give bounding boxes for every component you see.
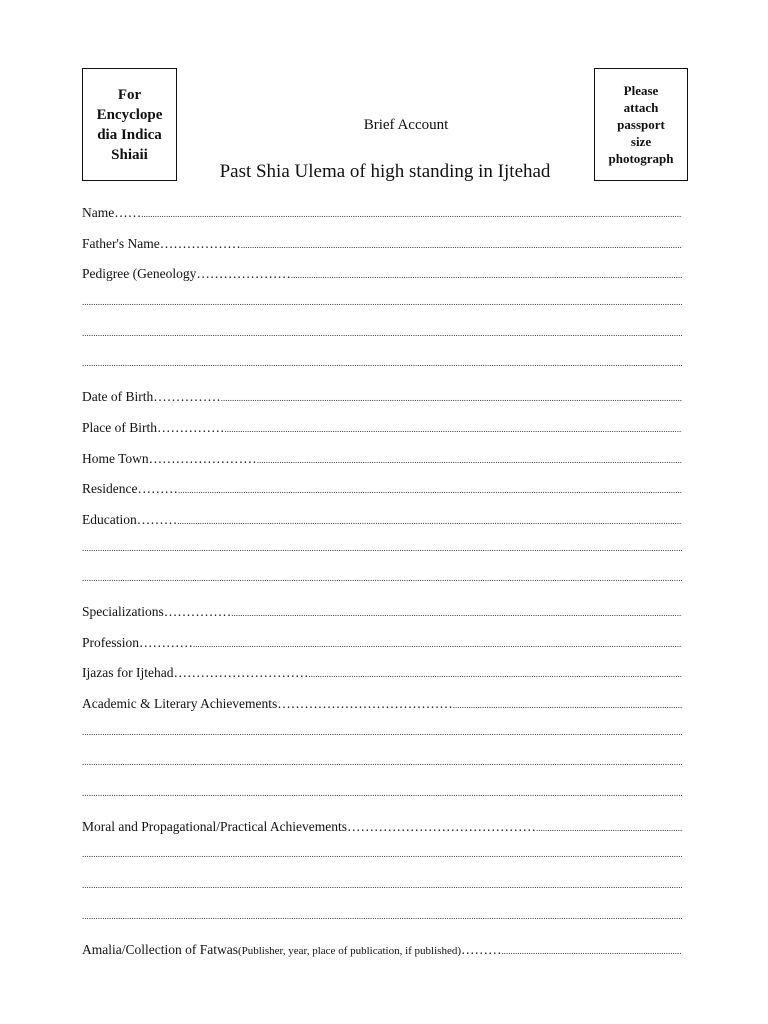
fill-in-line[interactable] — [291, 270, 682, 280]
form-continuation-line[interactable] — [82, 880, 682, 911]
fill-in-line[interactable] — [82, 328, 682, 338]
fill-in-line[interactable] — [178, 485, 682, 495]
form-field-row[interactable] — [82, 205, 682, 236]
left-box-line: Encyclope — [96, 106, 163, 123]
field-label: Residence……… — [82, 481, 178, 497]
fill-in-line[interactable] — [82, 911, 682, 921]
photo-box-line: passport — [617, 117, 665, 132]
field-label: Home Town…………………… — [82, 450, 257, 466]
field-label: Date of Birth…………… — [82, 389, 221, 405]
field-label: Profession………… — [82, 634, 193, 650]
form-continuation-line[interactable] — [82, 911, 682, 942]
fill-in-line[interactable] — [231, 608, 682, 618]
left-box-line: dia Indica — [97, 126, 162, 143]
form-continuation-line[interactable] — [82, 788, 682, 819]
form-field-row[interactable] — [82, 512, 682, 543]
fill-in-line[interactable] — [177, 516, 682, 526]
fill-in-line[interactable] — [308, 669, 682, 679]
fill-in-line[interactable] — [536, 823, 682, 833]
photo-box-line: attach — [623, 100, 659, 115]
fill-in-line[interactable] — [82, 573, 682, 583]
fill-in-line[interactable] — [453, 700, 682, 710]
form-field-row[interactable] — [82, 481, 682, 512]
encyclopedia-label-box — [82, 68, 177, 181]
form-title: Past Shia Ulema of high standing in Ijtehad — [219, 161, 551, 182]
fill-in-line[interactable] — [141, 209, 682, 219]
form-field-row[interactable] — [82, 696, 682, 727]
fill-in-line[interactable] — [193, 639, 682, 649]
form-continuation-line[interactable] — [82, 328, 682, 359]
form-continuation-line[interactable] — [82, 573, 682, 604]
fill-in-line[interactable] — [257, 455, 682, 465]
form-field-row[interactable] — [82, 942, 682, 973]
fill-in-line[interactable] — [82, 727, 682, 737]
field-label: Name…… — [82, 205, 142, 220]
fill-in-line[interactable] — [221, 393, 682, 403]
form-fields — [82, 205, 682, 972]
form-field-row[interactable] — [82, 236, 682, 267]
field-leader: ……… — [461, 941, 502, 957]
fill-in-line[interactable] — [82, 880, 682, 890]
form-field-row[interactable] — [82, 604, 682, 635]
field-label: Place of Birth…………… — [82, 419, 225, 435]
form-field-row[interactable] — [82, 819, 682, 850]
photo-placeholder-box[interactable] — [594, 68, 688, 181]
form-field-row[interactable] — [82, 635, 682, 666]
field-label: Amalia/Collection of Fatwas — [82, 941, 238, 957]
fill-in-line[interactable] — [224, 424, 682, 434]
field-label: Specializations…………… — [82, 603, 232, 619]
fill-in-line[interactable] — [502, 946, 683, 956]
field-label: Father's Name……………… — [82, 235, 241, 251]
field-note: (Publisher, year, place of publication, if published) — [237, 944, 461, 957]
form-continuation-line[interactable] — [82, 727, 682, 758]
form-field-row[interactable] — [82, 451, 682, 482]
left-box-line: For — [117, 86, 142, 103]
form-continuation-line[interactable] — [82, 297, 682, 328]
field-label: Ijazas for Ijtehad………………………… — [82, 665, 309, 681]
field-label: Education……… — [82, 511, 178, 527]
form-field-row[interactable] — [82, 665, 682, 696]
field-label: Academic & Literary Achievements………………………………… — [82, 696, 453, 711]
fill-in-line[interactable] — [241, 240, 682, 250]
form-field-row[interactable] — [82, 389, 682, 420]
photo-box-line: Please — [623, 83, 659, 98]
fill-in-line[interactable] — [82, 297, 682, 307]
field-label: Pedigree (Geneology………………… — [82, 266, 291, 282]
fill-in-line[interactable] — [82, 788, 682, 798]
form-field-row[interactable] — [82, 266, 682, 297]
form-continuation-line[interactable] — [82, 757, 682, 788]
fill-in-line[interactable] — [82, 543, 682, 553]
fill-in-line[interactable] — [82, 849, 682, 859]
photo-box-line: photograph — [608, 151, 674, 166]
form-continuation-line[interactable] — [82, 358, 682, 389]
photo-box-line: size — [630, 134, 652, 149]
fill-in-line[interactable] — [82, 757, 682, 767]
form-continuation-line[interactable] — [82, 849, 682, 880]
form-field-row[interactable] — [82, 420, 682, 451]
fill-in-line[interactable] — [82, 358, 682, 368]
form-continuation-line[interactable] — [82, 543, 682, 574]
form-subtitle: Brief Account — [363, 117, 449, 133]
left-box-line: Shiaii — [111, 146, 148, 163]
field-label: Moral and Propagational/Practical Achievements…………………………………… — [82, 818, 537, 834]
